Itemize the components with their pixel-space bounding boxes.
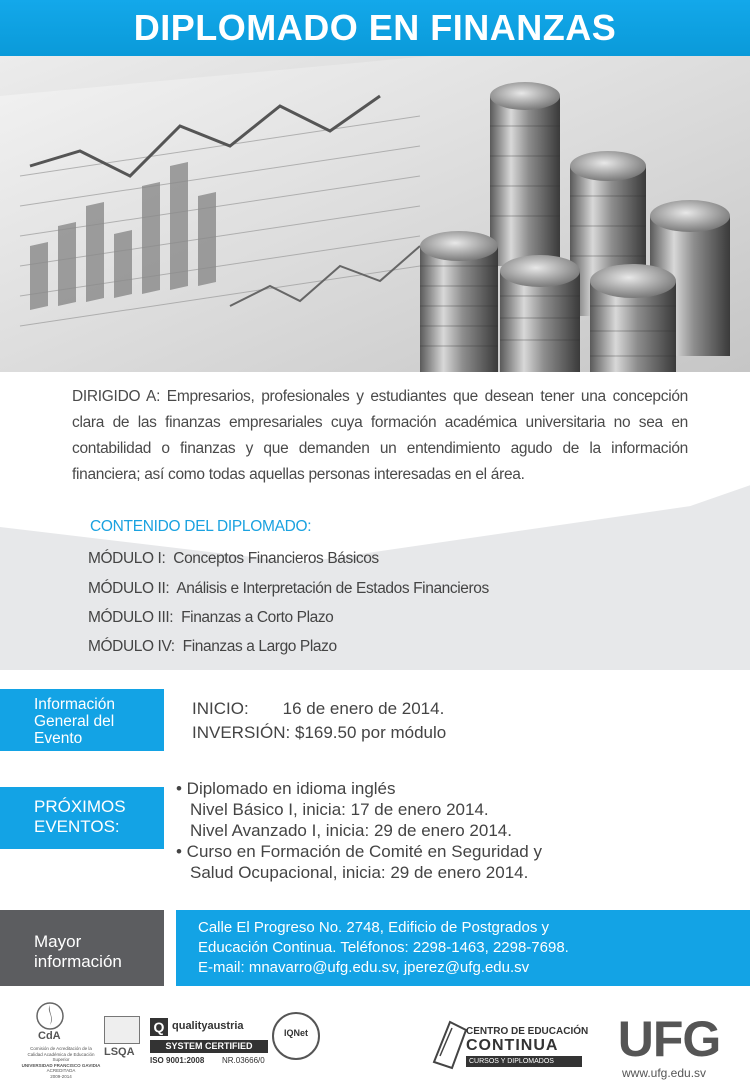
certificate-number: NR.03666/0 <box>222 1056 265 1065</box>
lsqa-text: LSQA <box>104 1046 135 1058</box>
start-date-row <box>192 697 446 721</box>
upcoming-events-list <box>176 778 542 883</box>
event-info-label-line: General del <box>34 713 115 730</box>
start-date-value: 16 de enero de 2014. <box>282 699 445 718</box>
event-info-label-line: Información <box>34 696 115 713</box>
upcoming-events-label-line: PRÓXIMOS <box>34 797 126 816</box>
module-item <box>88 609 333 627</box>
system-certified-bar: SYSTEM CERTIFIED <box>150 1040 268 1053</box>
cda-flame-icon <box>20 1000 102 1040</box>
continuing-education-logo <box>430 1012 590 1074</box>
module-label: MÓDULO II: <box>88 580 170 597</box>
ufg-logo <box>606 1012 732 1082</box>
cda-text: CdA <box>38 1030 61 1042</box>
lsqa-logo <box>104 1016 140 1072</box>
module-label: MÓDULO IV: <box>88 638 175 655</box>
module-name: Finanzas a Largo Plazo <box>182 638 337 655</box>
upcoming-event-line: Nivel Básico I, inicia: 17 de enero 2014. <box>190 800 489 819</box>
hero-image <box>0 56 750 372</box>
module-item <box>88 580 489 598</box>
cda-accreditation-logo <box>20 1000 102 1085</box>
cda-caption-line: Calidad Académica de Educación Superior <box>27 1051 95 1062</box>
upcoming-event-line: Nivel Avanzado I, inicia: 29 de enero 2014. <box>190 821 512 840</box>
header-banner <box>0 0 750 56</box>
ufg-logo-text: UFG <box>617 1011 721 1067</box>
investment-value: $169.50 por módulo <box>294 723 447 742</box>
start-date-label: INICIO: <box>192 699 249 718</box>
contact-email-line[interactable]: E-mail: mnavarro@ufg.edu.sv, jperez@ufg.edu.sv <box>198 959 530 976</box>
cda-caption-line: 2009-2014 <box>50 1073 72 1079</box>
book-icon <box>430 1012 470 1072</box>
contact-address-line: Calle El Progreso No. 2748, Edificio de Postgrados y <box>198 919 550 936</box>
page-title: DIPLOMADO EN FINANZAS <box>133 7 617 48</box>
module-name: Análisis e Interpretación de Estados Financieros <box>176 580 489 597</box>
content-title: CONTENIDO DEL DIPLOMADO: <box>90 518 312 535</box>
cda-caption-line: ACREDITADA <box>46 1068 76 1073</box>
cda-caption-line: Comisión de Acreditación de la <box>30 1046 92 1051</box>
module-name: Finanzas a Corto Plazo <box>181 609 334 626</box>
cec-line2: CONTINUA <box>466 1037 559 1054</box>
module-item <box>88 550 379 568</box>
module-name: Conceptos Financieros Básicos <box>173 550 379 567</box>
coins-chart-illustration <box>0 56 750 372</box>
upcoming-events-label-line: EVENTOS: <box>34 817 120 836</box>
target-audience-label: DIRIGIDO A: <box>72 388 161 405</box>
contact-details-box <box>176 910 750 986</box>
lsqa-seal-icon <box>104 1016 140 1044</box>
upcoming-event-line: • Curso en Formación de Comité en Seguridad y <box>176 842 542 861</box>
investment-label: INVERSIÓN: <box>192 723 291 742</box>
iso-number: ISO 9001:2008 <box>150 1056 205 1065</box>
target-audience-text: Empresarios, profesionales y estudiantes que desean tener una concepción clara de las finanzas empresariales cuya formación académica universitaria no sea en contabilidad o finanzas y que demanden un entendimiento agudo de la información financiera; así como todas aquellas personas interesadas en el área. <box>72 388 688 483</box>
upcoming-event-line: • Diplomado en idioma inglés <box>176 779 396 798</box>
event-info-label-line: Evento <box>34 730 83 747</box>
quality-austria-logo <box>150 1016 270 1072</box>
iqnet-text: IQNet <box>283 1028 308 1038</box>
more-info-label-box <box>0 910 164 986</box>
quality-q-icon: Q <box>150 1018 168 1036</box>
ufg-url[interactable]: www.ufg.edu.sv <box>622 1066 707 1080</box>
upcoming-event-line: Salud Ocupacional, inicia: 29 de enero 2014. <box>190 863 529 882</box>
more-info-label-line: Mayor <box>34 932 82 951</box>
target-audience-paragraph <box>72 384 688 488</box>
module-item <box>88 638 337 656</box>
event-info-label-box <box>0 689 164 751</box>
event-info-details <box>192 697 446 745</box>
iqnet-logo <box>272 1012 320 1060</box>
cec-line3: CURSOS Y DIPLOMADOS <box>466 1056 582 1067</box>
more-info-label-line: información <box>34 952 122 971</box>
module-label: MÓDULO I: <box>88 550 166 567</box>
cec-line1: CENTRO DE EDUCACIÓN <box>466 1026 589 1037</box>
contact-phone-line: Educación Continua. Teléfonos: 2298-1463, 2298-7698. <box>198 939 569 956</box>
investment-row <box>192 721 446 745</box>
upcoming-events-label-box <box>0 787 164 849</box>
quality-austria-name: qualityaustria <box>172 1020 244 1032</box>
module-label: MÓDULO III: <box>88 609 174 626</box>
cda-caption-line: UNIVERSIDAD FRANCISCO GAVIDIA <box>21 1062 101 1068</box>
